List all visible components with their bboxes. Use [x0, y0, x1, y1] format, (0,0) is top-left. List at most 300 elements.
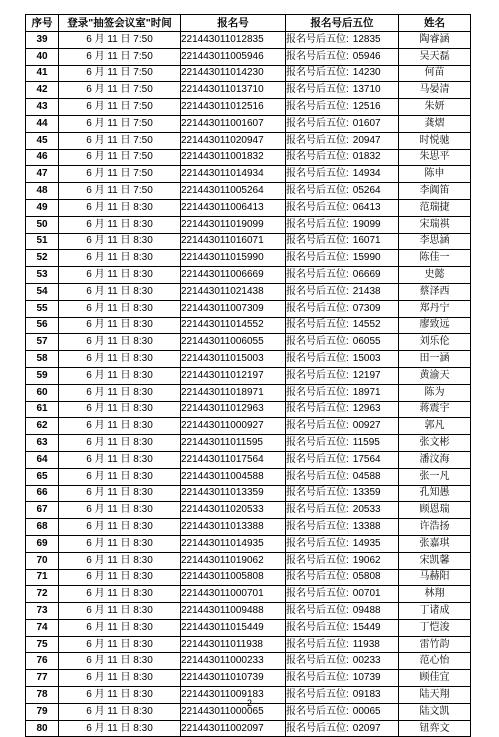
cell-name: 吴天磊	[399, 48, 471, 65]
suffix-value: 05264	[352, 185, 381, 197]
cell-registration-number: 221443011017564	[181, 451, 286, 468]
cell-serial-number: 78	[26, 687, 59, 704]
cell-registration-suffix	[286, 48, 399, 65]
suffix-value: 11938	[352, 638, 380, 650]
cell-name: 黄渝天	[399, 367, 471, 384]
cell-registration-number: 221443011011595	[181, 435, 286, 452]
table-row	[26, 418, 471, 435]
cell-registration-suffix	[286, 183, 399, 200]
cell-registration-suffix	[286, 569, 399, 586]
suffix-label: 报名号后五位:	[286, 117, 349, 129]
cell-name: 雷竹韵	[399, 636, 471, 653]
cell-registration-number: 221443011015003	[181, 351, 286, 368]
suffix-label: 报名号后五位:	[286, 521, 349, 532]
cell-registration-suffix	[286, 636, 399, 653]
suffix-value: 13710	[352, 84, 381, 96]
cell-serial-number: 72	[26, 586, 59, 603]
cell-registration-suffix	[286, 216, 399, 233]
table-row	[26, 653, 471, 670]
cell-registration-number: 221443011012197	[181, 367, 286, 384]
cell-registration-suffix	[286, 418, 399, 435]
cell-serial-number: 54	[26, 283, 59, 300]
cell-serial-number: 80	[26, 720, 59, 737]
table-row	[26, 502, 471, 519]
table-row	[26, 351, 471, 368]
cell-registration-suffix	[286, 619, 399, 636]
suffix-value: 05946	[352, 50, 381, 62]
cell-login-time: 6 月 11 日 8:30	[59, 384, 181, 401]
cell-registration-suffix	[286, 468, 399, 485]
cell-registration-number: 221443011005808	[181, 569, 286, 586]
header-registration-suffix: 报名号后五位	[286, 15, 399, 32]
suffix-label: 报名号后五位:	[286, 554, 349, 566]
header-serial-number: 序号	[26, 15, 59, 32]
table-row	[26, 519, 471, 536]
suffix-label: 报名号后五位:	[286, 588, 349, 600]
cell-registration-suffix	[286, 199, 399, 216]
cell-name: 范心怡	[399, 653, 471, 670]
cell-name: 宋瑞祺	[399, 216, 471, 233]
cell-registration-number: 221443011013388	[181, 519, 286, 536]
cell-serial-number: 45	[26, 132, 59, 149]
cell-name: 孔知愚	[399, 485, 471, 502]
cell-serial-number: 69	[26, 535, 59, 552]
suffix-value: 13359	[352, 487, 381, 499]
cell-registration-suffix	[286, 435, 399, 452]
cell-serial-number: 40	[26, 48, 59, 65]
table-row	[26, 720, 471, 737]
suffix-value: 12835	[352, 33, 381, 45]
table-header-row	[26, 15, 471, 32]
cell-registration-suffix	[286, 250, 399, 267]
cell-registration-number: 221443011020533	[181, 502, 286, 519]
cell-name: 马晏清	[399, 82, 471, 99]
table-row	[26, 619, 471, 636]
table-row	[26, 283, 471, 300]
suffix-value: 12516	[352, 101, 381, 113]
cell-registration-number: 221443011010739	[181, 670, 286, 687]
cell-login-time: 6 月 11 日 8:30	[59, 653, 181, 670]
cell-registration-suffix	[286, 367, 399, 384]
cell-registration-suffix	[286, 519, 399, 536]
cell-registration-number: 221443011019099	[181, 216, 286, 233]
cell-name: 陶睿涵	[399, 32, 471, 49]
cell-registration-suffix	[286, 283, 399, 300]
table-row	[26, 183, 471, 200]
cell-login-time: 6 月 11 日 8:30	[59, 552, 181, 569]
suffix-label: 报名号后五位:	[286, 487, 349, 499]
cell-registration-suffix	[286, 384, 399, 401]
cell-registration-suffix	[286, 552, 399, 569]
header-login-time: 登录"抽签会议室"时间	[59, 15, 181, 32]
table-row	[26, 451, 471, 468]
suffix-label: 报名号后五位:	[286, 285, 349, 297]
cell-serial-number: 62	[26, 418, 59, 435]
suffix-value: 15990	[352, 252, 381, 264]
suffix-label: 报名号后五位:	[286, 185, 349, 197]
suffix-label: 报名号后五位:	[286, 67, 349, 79]
suffix-label: 报名号后五位:	[286, 604, 349, 616]
cell-name: 顾恩瑞	[399, 502, 471, 519]
cell-serial-number: 56	[26, 317, 59, 334]
suffix-label: 报名号后五位:	[286, 470, 349, 482]
cell-registration-number: 221443011013710	[181, 82, 286, 99]
suffix-value: 14934	[352, 168, 381, 180]
cell-login-time: 6 月 11 日 7:50	[59, 32, 181, 49]
cell-registration-number: 221443011000701	[181, 586, 286, 603]
cell-login-time: 6 月 11 日 7:50	[59, 115, 181, 132]
cell-serial-number: 48	[26, 183, 59, 200]
cell-login-time: 6 月 11 日 8:30	[59, 703, 181, 720]
cell-serial-number: 43	[26, 99, 59, 116]
suffix-value: 11595	[352, 437, 380, 449]
cell-name: 郭凡	[399, 418, 471, 435]
cell-serial-number: 46	[26, 149, 59, 166]
table-row	[26, 300, 471, 317]
suffix-value: 19062	[352, 554, 381, 566]
suffix-label: 报名号后五位:	[286, 369, 349, 381]
cell-name: 李思涵	[399, 233, 471, 250]
cell-login-time: 6 月 11 日 8:30	[59, 401, 181, 418]
cell-login-time: 6 月 11 日 8:30	[59, 603, 181, 620]
table-body	[26, 32, 471, 737]
suffix-value: 10739	[352, 672, 381, 684]
cell-name: 何苗	[399, 65, 471, 82]
cell-name: 蔡泽西	[399, 283, 471, 300]
cell-serial-number: 61	[26, 401, 59, 418]
cell-registration-number: 221443011015990	[181, 250, 286, 267]
suffix-value: 00927	[352, 420, 381, 432]
cell-registration-suffix	[286, 535, 399, 552]
suffix-label: 报名号后五位:	[286, 252, 349, 264]
cell-login-time: 6 月 11 日 8:30	[59, 250, 181, 267]
cell-registration-suffix	[286, 401, 399, 418]
cell-serial-number: 52	[26, 250, 59, 267]
cell-registration-number: 221443011014934	[181, 166, 286, 183]
cell-login-time: 6 月 11 日 7:50	[59, 149, 181, 166]
suffix-label: 报名号后五位:	[286, 437, 349, 449]
cell-name: 林翔	[399, 586, 471, 603]
cell-registration-number: 221443011014935	[181, 535, 286, 552]
table-row	[26, 267, 471, 284]
cell-registration-suffix	[286, 485, 399, 502]
cell-serial-number: 65	[26, 468, 59, 485]
cell-name: 朱思平	[399, 149, 471, 166]
cell-name: 钮弈文	[399, 720, 471, 737]
table-row	[26, 535, 471, 552]
cell-login-time: 6 月 11 日 7:50	[59, 65, 181, 82]
table-row	[26, 485, 471, 502]
suffix-label: 报名号后五位:	[286, 101, 349, 113]
suffix-label: 报名号后五位:	[286, 688, 349, 700]
cell-registration-suffix	[286, 317, 399, 334]
suffix-value: 15449	[352, 621, 381, 633]
cell-registration-suffix	[286, 586, 399, 603]
cell-registration-suffix	[286, 166, 399, 183]
table-row	[26, 199, 471, 216]
suffix-label: 报名号后五位:	[286, 151, 349, 163]
cell-registration-suffix	[286, 65, 399, 82]
cell-serial-number: 53	[26, 267, 59, 284]
cell-login-time: 6 月 11 日 8:30	[59, 636, 181, 653]
cell-registration-number: 221443011002097	[181, 720, 286, 737]
cell-registration-number: 221443011000065	[181, 703, 286, 720]
cell-name: 时悦驰	[399, 132, 471, 149]
cell-registration-number: 221443011018971	[181, 384, 286, 401]
cell-registration-number: 221443011019062	[181, 552, 286, 569]
table-row	[26, 65, 471, 82]
table-row	[26, 149, 471, 166]
cell-registration-number: 221443011001832	[181, 149, 286, 166]
suffix-label: 报名号后五位:	[286, 386, 349, 398]
cell-serial-number: 74	[26, 619, 59, 636]
cell-name: 朱妍	[399, 99, 471, 116]
cell-name: 丁恺浚	[399, 619, 471, 636]
cell-serial-number: 59	[26, 367, 59, 384]
cell-name: 张嘉琪	[399, 535, 471, 552]
cell-name: 陈申	[399, 166, 471, 183]
cell-registration-number: 221443011009183	[181, 687, 286, 704]
cell-serial-number: 76	[26, 653, 59, 670]
cell-registration-suffix	[286, 267, 399, 284]
cell-registration-suffix	[286, 334, 399, 351]
suffix-value: 12197	[352, 369, 381, 381]
suffix-value: 09488	[352, 604, 381, 616]
cell-name: 李阗笛	[399, 183, 471, 200]
suffix-label: 报名号后五位:	[286, 218, 349, 230]
suffix-label: 报名号后五位:	[286, 336, 349, 348]
cell-serial-number: 47	[26, 166, 59, 183]
cell-serial-number: 58	[26, 351, 59, 368]
suffix-value: 01832	[352, 151, 381, 163]
cell-registration-number: 221443011004588	[181, 468, 286, 485]
table-row	[26, 32, 471, 49]
cell-name: 陈为	[399, 384, 471, 401]
table-row	[26, 468, 471, 485]
cell-registration-number: 221443011016071	[181, 233, 286, 250]
cell-login-time: 6 月 11 日 8:30	[59, 670, 181, 687]
table-row	[26, 401, 471, 418]
cell-serial-number: 60	[26, 384, 59, 401]
cell-registration-number: 221443011006669	[181, 267, 286, 284]
cell-serial-number: 49	[26, 199, 59, 216]
cell-name: 陆文凯	[399, 703, 471, 720]
cell-name: 廖致远	[399, 317, 471, 334]
cell-login-time: 6 月 11 日 8:30	[59, 619, 181, 636]
cell-name: 陈佳一	[399, 250, 471, 267]
suffix-label: 报名号后五位:	[286, 420, 349, 432]
cell-registration-number: 221443011020947	[181, 132, 286, 149]
cell-registration-suffix	[286, 82, 399, 99]
cell-registration-number: 221443011007309	[181, 300, 286, 317]
cell-serial-number: 73	[26, 603, 59, 620]
cell-serial-number: 64	[26, 451, 59, 468]
cell-login-time: 6 月 11 日 8:30	[59, 351, 181, 368]
cell-name: 许浩扬	[399, 519, 471, 536]
cell-serial-number: 63	[26, 435, 59, 452]
cell-registration-suffix	[286, 502, 399, 519]
cell-registration-number: 221443011001607	[181, 115, 286, 132]
table-row	[26, 334, 471, 351]
table-row	[26, 233, 471, 250]
table-row	[26, 216, 471, 233]
cell-registration-number: 221443011006055	[181, 334, 286, 351]
cell-login-time: 6 月 11 日 8:30	[59, 367, 181, 384]
suffix-label: 报名号后五位:	[286, 621, 349, 633]
suffix-label: 报名号后五位:	[286, 571, 349, 583]
suffix-value: 05808	[352, 571, 381, 583]
cell-registration-number: 221443011014552	[181, 317, 286, 334]
suffix-value: 20947	[352, 134, 381, 146]
cell-login-time: 6 月 11 日 7:50	[59, 82, 181, 99]
suffix-value: 00065	[352, 705, 381, 717]
cell-serial-number: 39	[26, 32, 59, 49]
suffix-value: 09183	[352, 688, 381, 700]
cell-login-time: 6 月 11 日 8:30	[59, 569, 181, 586]
cell-name: 郑丹宁	[399, 300, 471, 317]
cell-registration-suffix	[286, 32, 399, 49]
cell-login-time: 6 月 11 日 7:50	[59, 99, 181, 116]
suffix-label: 报名号后五位:	[286, 403, 349, 415]
cell-name: 马赫阳	[399, 569, 471, 586]
suffix-value: 14935	[352, 537, 381, 549]
cell-login-time: 6 月 11 日 8:30	[59, 485, 181, 502]
cell-name: 潘汶海	[399, 451, 471, 468]
cell-registration-number: 221443011000927	[181, 418, 286, 435]
cell-login-time: 6 月 11 日 8:30	[59, 687, 181, 704]
cell-registration-suffix	[286, 149, 399, 166]
suffix-label: 报名号后五位:	[286, 235, 349, 247]
suffix-label: 报名号后五位:	[286, 453, 349, 465]
cell-name: 田一涵	[399, 351, 471, 368]
suffix-value: 06055	[352, 336, 381, 348]
cell-login-time: 6 月 11 日 8:30	[59, 586, 181, 603]
suffix-value: 21438	[352, 285, 381, 297]
cell-login-time: 6 月 11 日 8:30	[59, 233, 181, 250]
cell-registration-number: 221443011013359	[181, 485, 286, 502]
cell-registration-number: 221443011009488	[181, 603, 286, 620]
suffix-value: 16071	[352, 235, 381, 247]
cell-serial-number: 66	[26, 485, 59, 502]
cell-registration-number: 221443011005946	[181, 48, 286, 65]
cell-name: 蒋震宇	[399, 401, 471, 418]
table-row	[26, 115, 471, 132]
cell-registration-suffix	[286, 233, 399, 250]
table-row	[26, 384, 471, 401]
suffix-label: 报名号后五位:	[286, 269, 349, 281]
table-row	[26, 670, 471, 687]
cell-registration-number: 221443011012516	[181, 99, 286, 116]
cell-login-time: 6 月 11 日 7:50	[59, 48, 181, 65]
suffix-label: 报名号后五位:	[286, 50, 349, 62]
cell-serial-number: 55	[26, 300, 59, 317]
suffix-value: 14552	[352, 319, 381, 331]
suffix-value: 17564	[352, 453, 381, 465]
table-row	[26, 367, 471, 384]
cell-registration-number: 221443011000233	[181, 653, 286, 670]
suffix-label: 报名号后五位:	[286, 537, 349, 549]
cell-registration-suffix	[286, 720, 399, 737]
cell-login-time: 6 月 11 日 8:30	[59, 334, 181, 351]
cell-login-time: 6 月 11 日 7:50	[59, 166, 181, 183]
cell-registration-number: 221443011005264	[181, 183, 286, 200]
cell-registration-suffix	[286, 653, 399, 670]
cell-serial-number: 57	[26, 334, 59, 351]
suffix-label: 报名号后五位:	[286, 655, 349, 667]
cell-serial-number: 75	[26, 636, 59, 653]
table-row	[26, 82, 471, 99]
cell-registration-suffix	[286, 603, 399, 620]
cell-name: 顾佳宜	[399, 670, 471, 687]
cell-login-time: 6 月 11 日 8:30	[59, 519, 181, 536]
cell-serial-number: 42	[26, 82, 59, 99]
suffix-value: 12963	[352, 403, 381, 415]
table-row	[26, 586, 471, 603]
cell-login-time: 6 月 11 日 8:30	[59, 535, 181, 552]
cell-serial-number: 44	[26, 115, 59, 132]
cell-name: 史懿	[399, 267, 471, 284]
cell-serial-number: 50	[26, 216, 59, 233]
header-registration-number: 报名号	[181, 15, 286, 32]
suffix-label: 报名号后五位:	[286, 168, 349, 180]
cell-registration-number: 221443011011938	[181, 636, 286, 653]
suffix-value: 19099	[352, 218, 381, 230]
cell-login-time: 6 月 11 日 8:30	[59, 435, 181, 452]
cell-registration-suffix	[286, 300, 399, 317]
suffix-value: 00701	[352, 588, 381, 600]
cell-login-time: 6 月 11 日 8:30	[59, 267, 181, 284]
cell-login-time: 6 月 11 日 8:30	[59, 451, 181, 468]
cell-registration-number: 221443011012963	[181, 401, 286, 418]
cell-registration-number: 221443011006413	[181, 199, 286, 216]
cell-serial-number: 71	[26, 569, 59, 586]
suffix-label: 报名号后五位:	[286, 84, 349, 96]
suffix-value: 07309	[352, 302, 381, 314]
cell-login-time: 6 月 11 日 8:30	[59, 468, 181, 485]
cell-name: 丁诸成	[399, 603, 471, 620]
cell-registration-suffix	[286, 115, 399, 132]
cell-registration-number: 221443011021438	[181, 283, 286, 300]
suffix-label: 报名号后五位:	[286, 33, 349, 45]
table-row	[26, 435, 471, 452]
suffix-value: 04588	[352, 470, 381, 482]
cell-login-time: 6 月 11 日 7:50	[59, 183, 181, 200]
suffix-label: 报名号后五位:	[286, 201, 349, 213]
cell-serial-number: 79	[26, 703, 59, 720]
suffix-label: 报名号后五位:	[286, 504, 349, 516]
suffix-value: 00233	[352, 655, 381, 667]
cell-name: 刘乐伦	[399, 334, 471, 351]
cell-serial-number: 51	[26, 233, 59, 250]
cell-name: 陆天翔	[399, 687, 471, 704]
cell-login-time: 6 月 11 日 7:50	[59, 132, 181, 149]
cell-registration-suffix	[286, 351, 399, 368]
table-row	[26, 250, 471, 267]
suffix-value: 15003	[352, 353, 381, 365]
page-number: 2	[246, 698, 252, 708]
cell-registration-number: 221443011015449	[181, 619, 286, 636]
suffix-value: 13388	[352, 521, 381, 532]
table-row	[26, 99, 471, 116]
cell-serial-number: 77	[26, 670, 59, 687]
suffix-value: 01607	[352, 117, 381, 129]
cell-serial-number: 68	[26, 519, 59, 536]
cell-login-time: 6 月 11 日 8:30	[59, 418, 181, 435]
cell-serial-number: 70	[26, 552, 59, 569]
cell-login-time: 6 月 11 日 8:30	[59, 283, 181, 300]
cell-login-time: 6 月 11 日 8:30	[59, 300, 181, 317]
suffix-value: 02097	[352, 722, 381, 734]
